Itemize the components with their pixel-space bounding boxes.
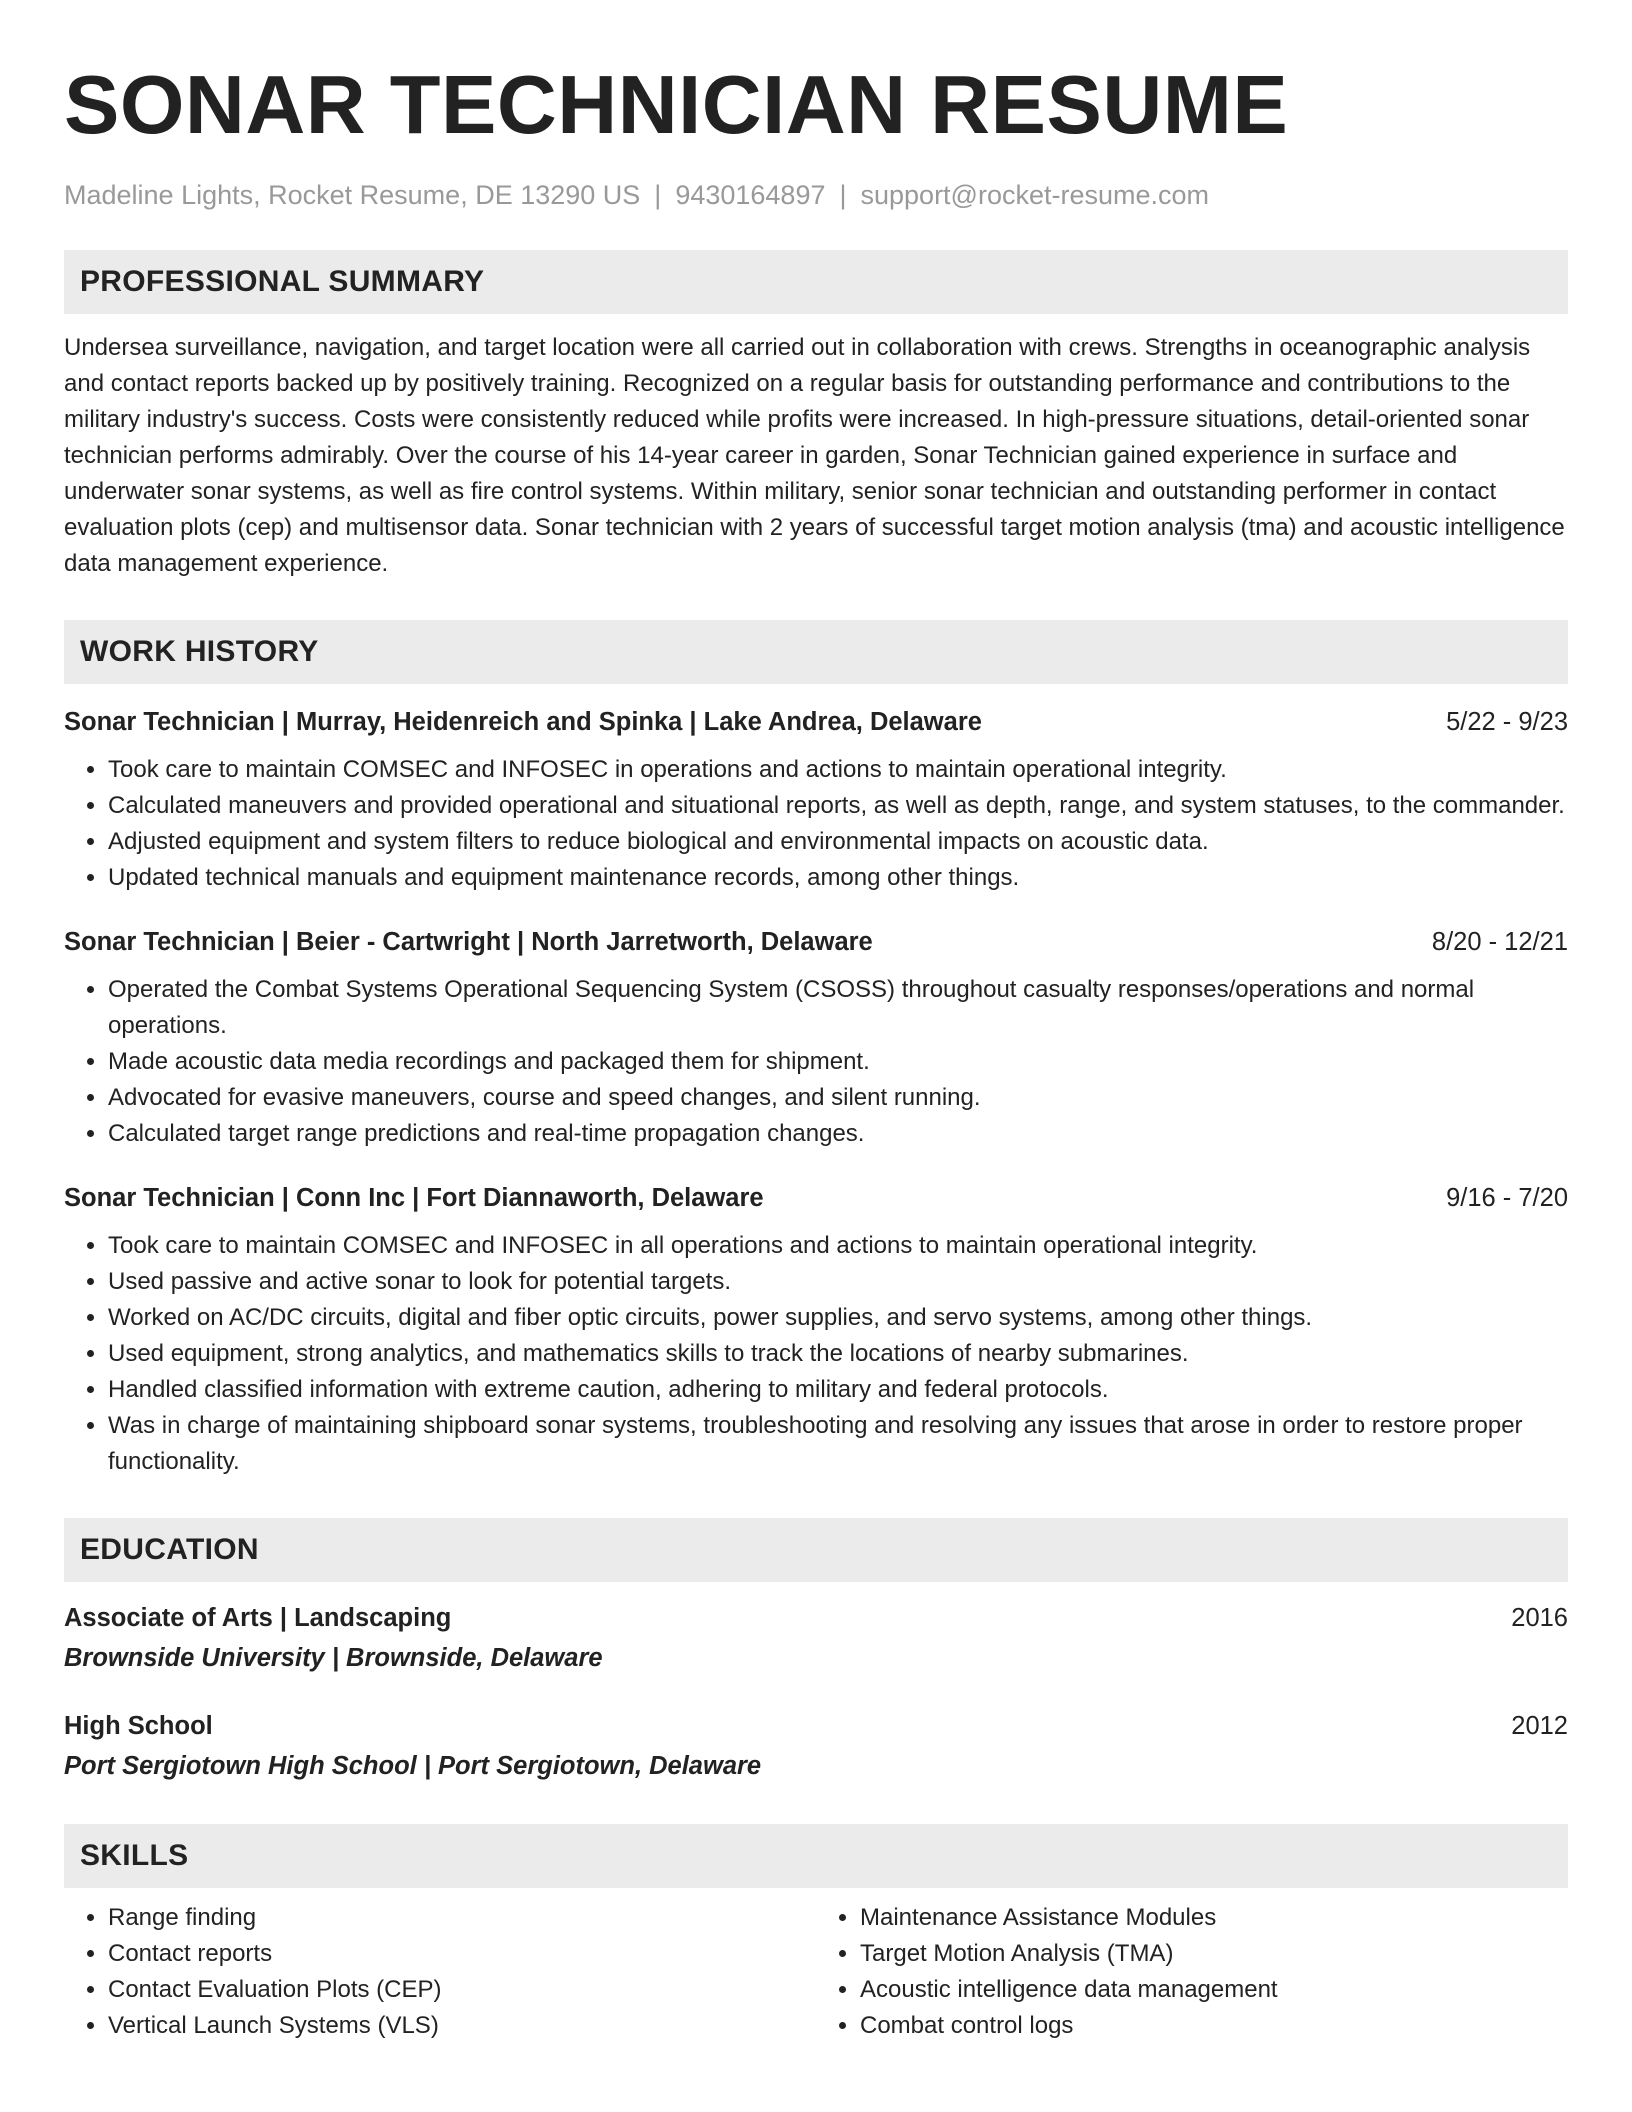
job-heading: Sonar Technician | Conn Inc | Fort Diannaworth, Delaware: [64, 1184, 764, 1212]
education-entry: [64, 1598, 1568, 1678]
job-entry: [64, 922, 1568, 1152]
summary-paragraph: Undersea surveillance, navigation, and target location were all carried out in collaboration with crews. Strengths in oceanographic analysis and contact reports backed up by positively training. Recognized on a regular basis for outstanding performance and contributions to the military industry's success. Costs were consistently reduced while profits were increased. In high-pressure situations, detail-oriented sonar technician performs admirably. Over the course of his 14-year career in garden, Sonar Technician gained experience in surface and underwater sonar systems, as well as fire control systems. Within military, senior sonar technician and outstanding performer in contact evaluation plots (cep) and multisensor data. Sonar technician with 2 years of successful target motion analysis (tma) and acoustic intelligence data management experience.: [64, 334, 1565, 577]
job-bullet: • Was in charge of maintaining shipboard sonar systems, troubleshooting and resolving any issues that arose in order to restore proper functionality.: [108, 1408, 1568, 1480]
education-school: Port Sergiotown High School | Port Sergiotown, Delaware: [64, 1752, 762, 1780]
job-bullet: • Used equipment, strong analytics, and mathematics skills to track the locations of nearby submarines.: [108, 1336, 1568, 1372]
job-dates: 9/16 - 7/20: [1446, 1184, 1568, 1212]
job-heading: Sonar Technician | Beier - Cartwright | North Jarretworth, Delaware: [64, 928, 873, 956]
education-school: Brownside University | Brownside, Delaware: [64, 1644, 603, 1672]
skills-list: [64, 1900, 1568, 2044]
phone-text: 9430164897: [675, 180, 826, 210]
job-bullet: • Used passive and active sonar to look for potential targets.: [108, 1264, 1568, 1300]
education-year: 2012: [1511, 1712, 1568, 1740]
job-bullets: [64, 1228, 1568, 1480]
job-dates: 8/20 - 12/21: [1431, 928, 1568, 956]
job-bullet: • Operated the Combat Systems Operational Sequencing System (CSOSS) throughout casualty responses/operations and normal operations.: [108, 972, 1568, 1044]
address-text: Madeline Lights, Rocket Resume, DE 13290 US: [64, 180, 641, 210]
job-heading: Sonar Technician | Murray, Heidenreich and Spinka | Lake Andrea, Delaware: [64, 708, 982, 736]
job-bullet: • Handled classified information with extreme caution, adhering to military and federal protocols.: [108, 1372, 1568, 1408]
job-bullets: [64, 972, 1568, 1152]
job-header: [64, 922, 1568, 962]
job-header: [64, 702, 1568, 742]
contact-separator: |: [654, 180, 662, 210]
skills-column-left: [64, 1900, 816, 2044]
education-header: [64, 1706, 1568, 1746]
job-bullet: • Took care to maintain COMSEC and INFOSEC in operations and actions to maintain operational integrity.: [108, 752, 1568, 788]
contact-separator: |: [839, 180, 847, 210]
section-header-skills: SKILLS: [64, 1824, 1568, 1888]
section-header-summary: PROFESSIONAL SUMMARY: [64, 250, 1568, 314]
job-bullet: • Calculated target range predictions and real-time propagation changes.: [108, 1116, 1568, 1152]
contact-line: [64, 178, 1568, 212]
job-bullet: • Took care to maintain COMSEC and INFOSEC in all operations and actions to maintain operational integrity.: [108, 1228, 1568, 1264]
page-title: SONAR TECHNICIAN RESUME: [64, 58, 1289, 151]
job-entry: [64, 702, 1568, 896]
section-header-work: WORK HISTORY: [64, 620, 1568, 684]
skill-item: • Contact Evaluation Plots (CEP): [108, 1972, 816, 2008]
email-text: support@rocket-resume.com: [860, 180, 1210, 210]
skill-item: • Vertical Launch Systems (VLS): [108, 2008, 816, 2044]
skills-column-right: [816, 1900, 1568, 2044]
skill-item: • Range finding: [108, 1900, 816, 1936]
education-entry: [64, 1706, 1568, 1786]
skill-item: • Maintenance Assistance Modules: [860, 1900, 1568, 1936]
skill-item: • Combat control logs: [860, 2008, 1568, 2044]
education-degree: High School: [64, 1712, 213, 1740]
skill-item: • Contact reports: [108, 1936, 816, 1972]
job-header: [64, 1178, 1568, 1218]
job-bullet: • Made acoustic data media recordings and packaged them for shipment.: [108, 1044, 1568, 1080]
job-bullets: [64, 752, 1568, 896]
job-bullet: • Calculated maneuvers and provided operational and situational reports, as well as depth, range, and system statuses, to the commander.: [108, 788, 1568, 824]
job-bullet: • Updated technical manuals and equipment maintenance records, among other things.: [108, 860, 1568, 896]
education-year: 2016: [1511, 1604, 1568, 1632]
education-header: [64, 1598, 1568, 1638]
job-dates: 5/22 - 9/23: [1446, 708, 1568, 736]
skill-item: • Acoustic intelligence data management: [860, 1972, 1568, 2008]
skill-item: • Target Motion Analysis (TMA): [860, 1936, 1568, 1972]
job-entry: [64, 1178, 1568, 1480]
job-bullet: • Advocated for evasive maneuvers, course and speed changes, and silent running.: [108, 1080, 1568, 1116]
job-bullet: • Worked on AC/DC circuits, digital and fiber optic circuits, power supplies, and servo systems, among other things.: [108, 1300, 1568, 1336]
job-bullet: • Adjusted equipment and system filters to reduce biological and environmental impacts on acoustic data.: [108, 824, 1568, 860]
section-header-education: EDUCATION: [64, 1518, 1568, 1582]
education-degree: Associate of Arts | Landscaping: [64, 1604, 452, 1632]
